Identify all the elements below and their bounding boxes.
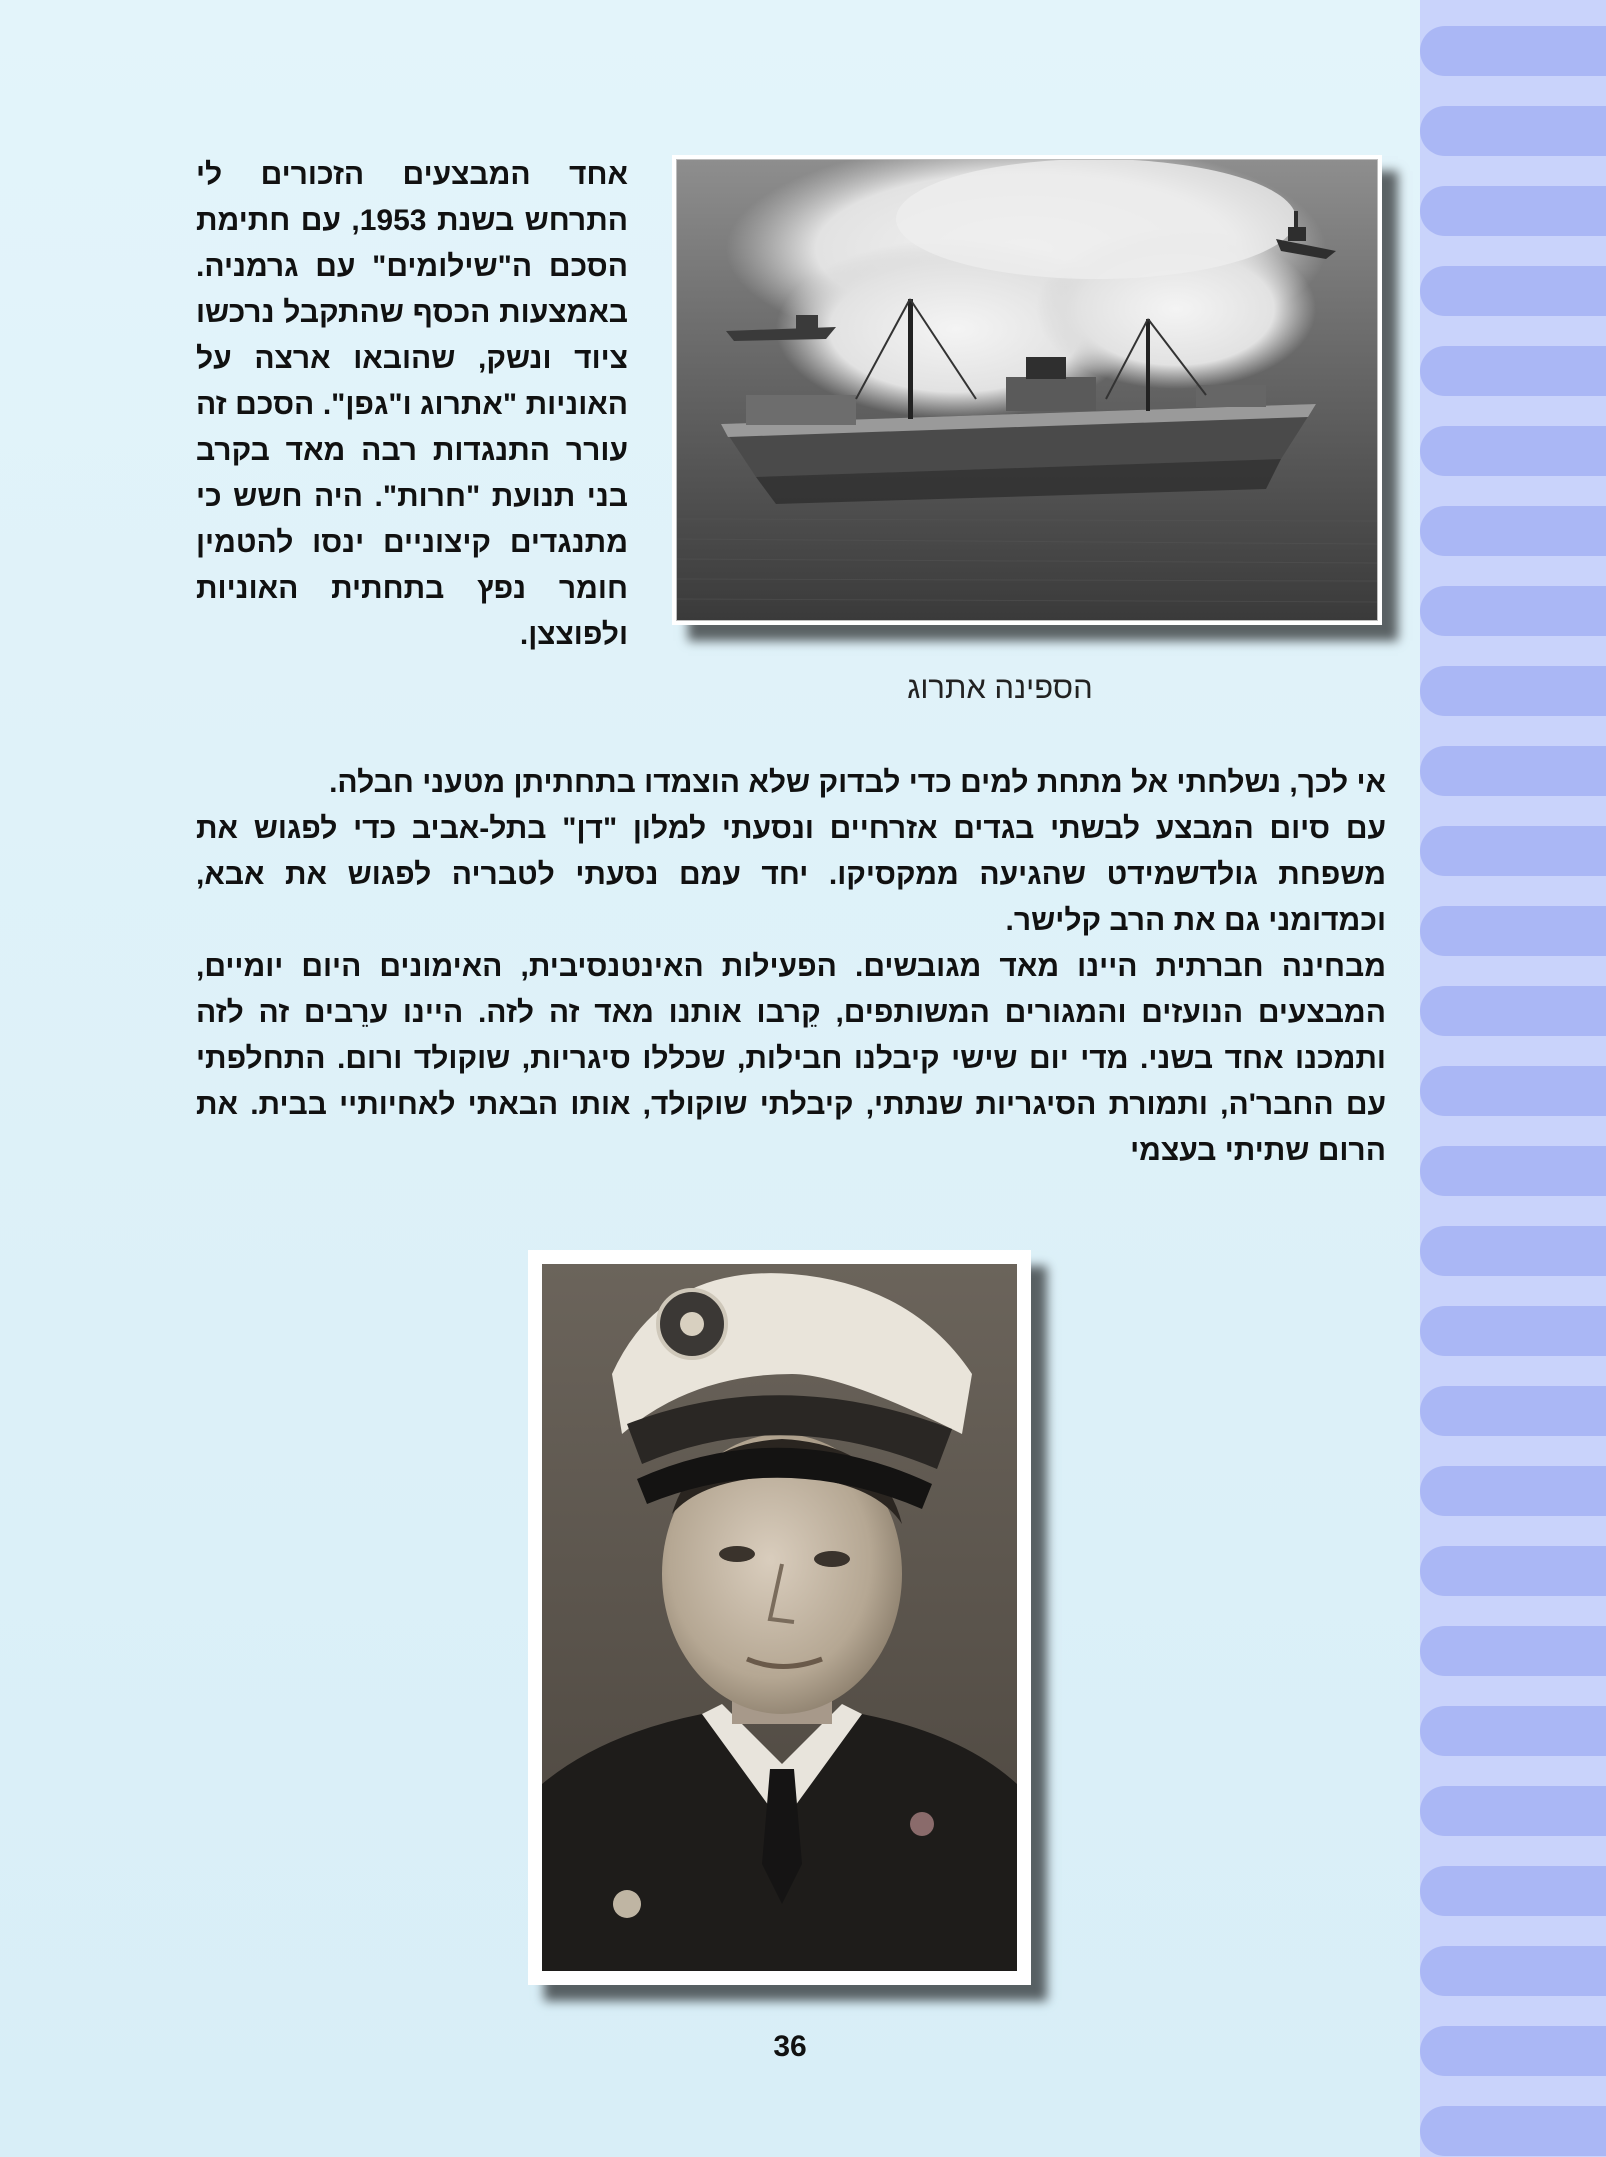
stripe-tab: [1420, 1386, 1606, 1436]
stripe-tab: [1420, 186, 1606, 236]
stripe-tab: [1420, 266, 1606, 316]
body-paragraph: מבחינה חברתית היינו מאד מגובשים. הפעילות האינטנסיבית, האימונים היום יומיים, המבצעים הנועזים והמגורים המשותפים, קֵרבו אותנו מאד זה לזה. היינו ערֵבים זה לזה ותמכנו אחד בשני. מדי יום שישי קיבלנו חבילות, שכללו סיגריות, שוקולד ורום. התחלפתי עם החבר'ה, ותמורת הסיגריות שנתתי, קיבלתי שוקולד, אותו הבאתי לאחיותיי בבית. את הרום שתיתי בעצמי: [196, 950, 1386, 1167]
stripe-tab: [1420, 1706, 1606, 1756]
stripe-tab: [1420, 1146, 1606, 1196]
stripe-tab: [1420, 906, 1606, 956]
stripe-tab: [1420, 666, 1606, 716]
stripe-tab: [1420, 1546, 1606, 1596]
ship-photo: [672, 155, 1382, 625]
body-text: [196, 760, 1386, 1174]
portrait-photo: [528, 1250, 1031, 1985]
intro-paragraph: [196, 152, 628, 658]
stripe-tab: [1420, 2106, 1606, 2156]
stripe-tab: [1420, 746, 1606, 796]
stripe-tab: [1420, 26, 1606, 76]
stripe-tab: [1420, 1466, 1606, 1516]
ship-image: [676, 159, 1378, 621]
ship-photo-caption: הספינה אתרוג: [907, 670, 1093, 705]
portrait-image: [542, 1264, 1017, 1971]
stripe-tab: [1420, 1306, 1606, 1356]
stripe-tab: [1420, 986, 1606, 1036]
body-paragraph: עם סיום המבצע לבשתי בגדים אזרחיים ונסעתי למלון "דן" בתל-אביב כדי לפגוש את משפחת גולדשמידט שהגיעה ממקסיקו. יחד עמם נסעתי לטבריה לפגוש את אבא, וכמדומני גם את הרב קלישר.: [196, 812, 1386, 937]
stripe-tab: [1420, 1066, 1606, 1116]
stripe-tab: [1420, 106, 1606, 156]
stripe-tab: [1420, 1946, 1606, 1996]
stripe-tab: [1420, 586, 1606, 636]
stripe-tab: [1420, 1226, 1606, 1276]
stripe-tab: [1420, 1626, 1606, 1676]
stripe-tab: [1420, 1786, 1606, 1836]
stripe-tab: [1420, 2026, 1606, 2076]
decorative-stripe-border: [1420, 0, 1606, 2157]
page-number: 36: [773, 2030, 807, 2063]
intro-paragraph-text: אחד המבצעים הזכורים לי התרחש בשנת 1953, עם חתימת הסכם ה"שילומים" עם גרמניה. באמצעות הכסף שהתקבל נרכשו ציוד ונשק, שהובאו ארצה על האוניות "אתרוג ו"גפן". הסכם זה עורר התנגדות רבה מאד בקרב בני תנועת "חרות". היה חשש כי מתנגדים קיצוניים ינסו להטמין חומר נפץ בתחתית האוניות ולפוצצן.: [196, 158, 628, 651]
body-paragraph: אי לכך, נשלחתי אל מתחת למים כדי לבדוק שלא הוצמדו בתחתיתן מטעני חבלה.: [329, 766, 1386, 799]
stripe-tab: [1420, 506, 1606, 556]
stripe-tab: [1420, 1866, 1606, 1916]
stripe-tab: [1420, 426, 1606, 476]
stripe-tab: [1420, 346, 1606, 396]
stripe-tab: [1420, 826, 1606, 876]
